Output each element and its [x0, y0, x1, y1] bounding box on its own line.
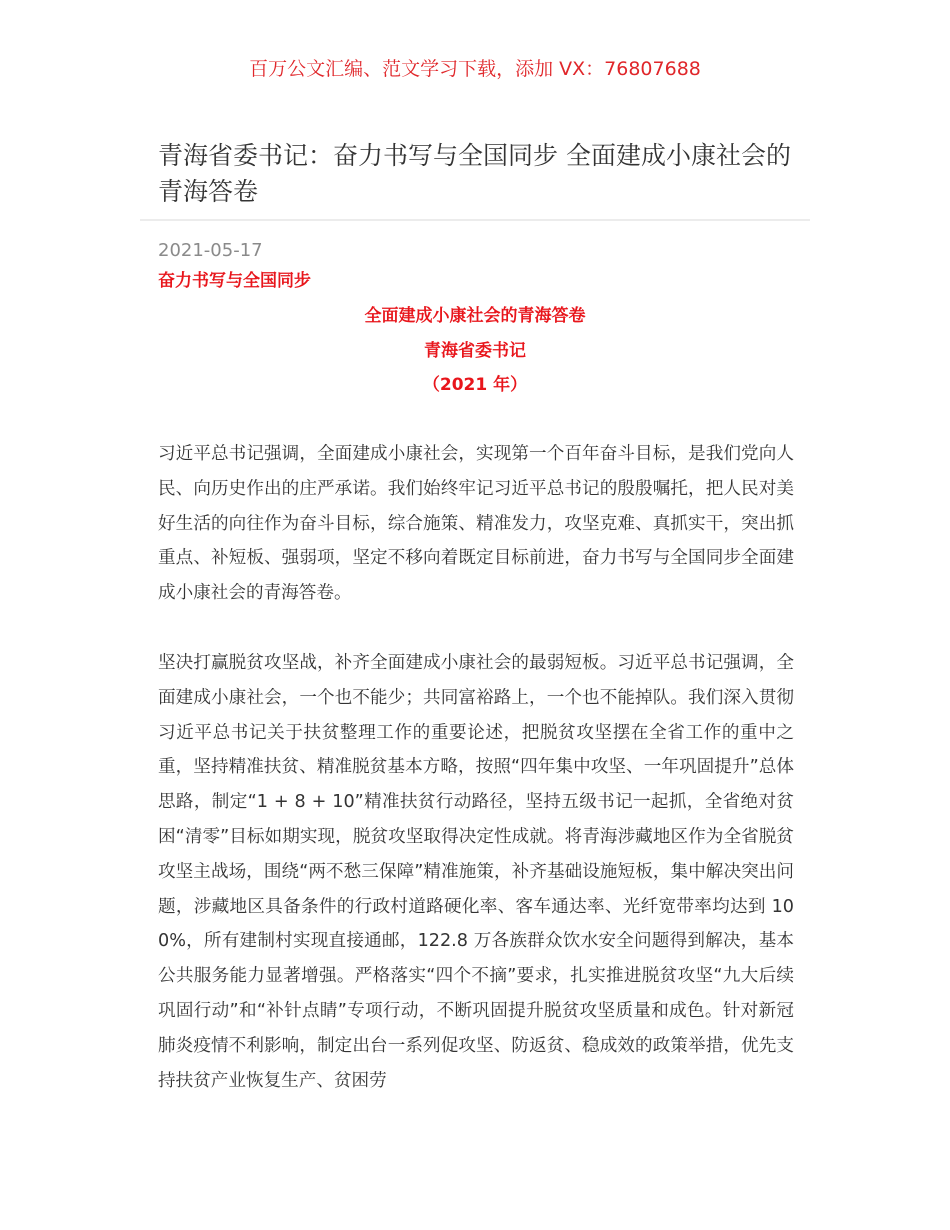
publish-date: 2021-05-17 — [158, 240, 263, 261]
center-heading-author: 青海省委书记 — [424, 341, 526, 361]
body-paragraph: 习近平总书记强调，全面建成小康社会，实现第一个百年奋斗目标，是我们党向人民、向历史作出的庄严承诺。我们始终牢记习近平总书记的殷殷嘱托，把人民对美好生活的向往作为奋斗目标，综合施策、精准发力，攻坚克难、真抓实干，突出抓重点、补短板、强弱项，坚定不移向着既定目标前进，奋力书写与全国同步全面建成小康社会的青海答卷。 — [158, 444, 794, 604]
body-paragraph: 坚决打赢脱贫攻坚战，补齐全面建成小康社会的最弱短板。习近平总书记强调，全面建成小康社会，一个也不能少；共同富裕路上，一个也不能掉队。我们深入贯彻习近平总书记关于扶贫整理工作的重要论述，把脱贫攻坚摆在全省工作的重中之重，坚持精准扶贫、精准脱贫基本方略，按照“四年集中攻坚、一年巩固提升”总体思路，制定“1 + 8 + 10”精准扶贫行动路径，坚持五级书记一起抓，全省绝对贫困“清零”目标如期实现，脱贫攻坚取得决定性成就。将青海涉藏地区作为全省脱贫攻坚主战场，围绕“两不愁三保障”精准施策，补齐基础设施短板，集中解决突出问题，涉藏地区具备条件的行政村道路硬化率、客车通达率、光纤宽带率均达到 100%，所有建制村实现直接通邮，122.8 万各族群众饮水安全问题得到解决，基本公共服务能力显著增强。严格落实“四个不摘”要求，扎实推进脱贫攻坚“九大后续巩固行动”和“补针点睛”专项行动，不断巩固提升脱贫攻坚质量和成色。针对新冠肺炎疫情不利影响，制定出台一系列促攻坚、防返贫、稳成效的政策举措，优先支持扶贫产业恢复生产、贫困劳 — [158, 653, 794, 1091]
center-heading-year: （2021 年） — [422, 375, 528, 395]
article-title: 青海省委书记：奋力书写与全国同步 全面建成小康社会的青海答卷 — [158, 141, 791, 206]
title-divider — [140, 219, 810, 221]
promo-banner: 百万公文汇编、范文学习下载，添加 VX：76807688 — [249, 58, 701, 80]
center-heading-title: 全面建成小康社会的青海答卷 — [364, 306, 586, 326]
article-subhead: 奋力书写与全国同步 — [158, 271, 311, 291]
